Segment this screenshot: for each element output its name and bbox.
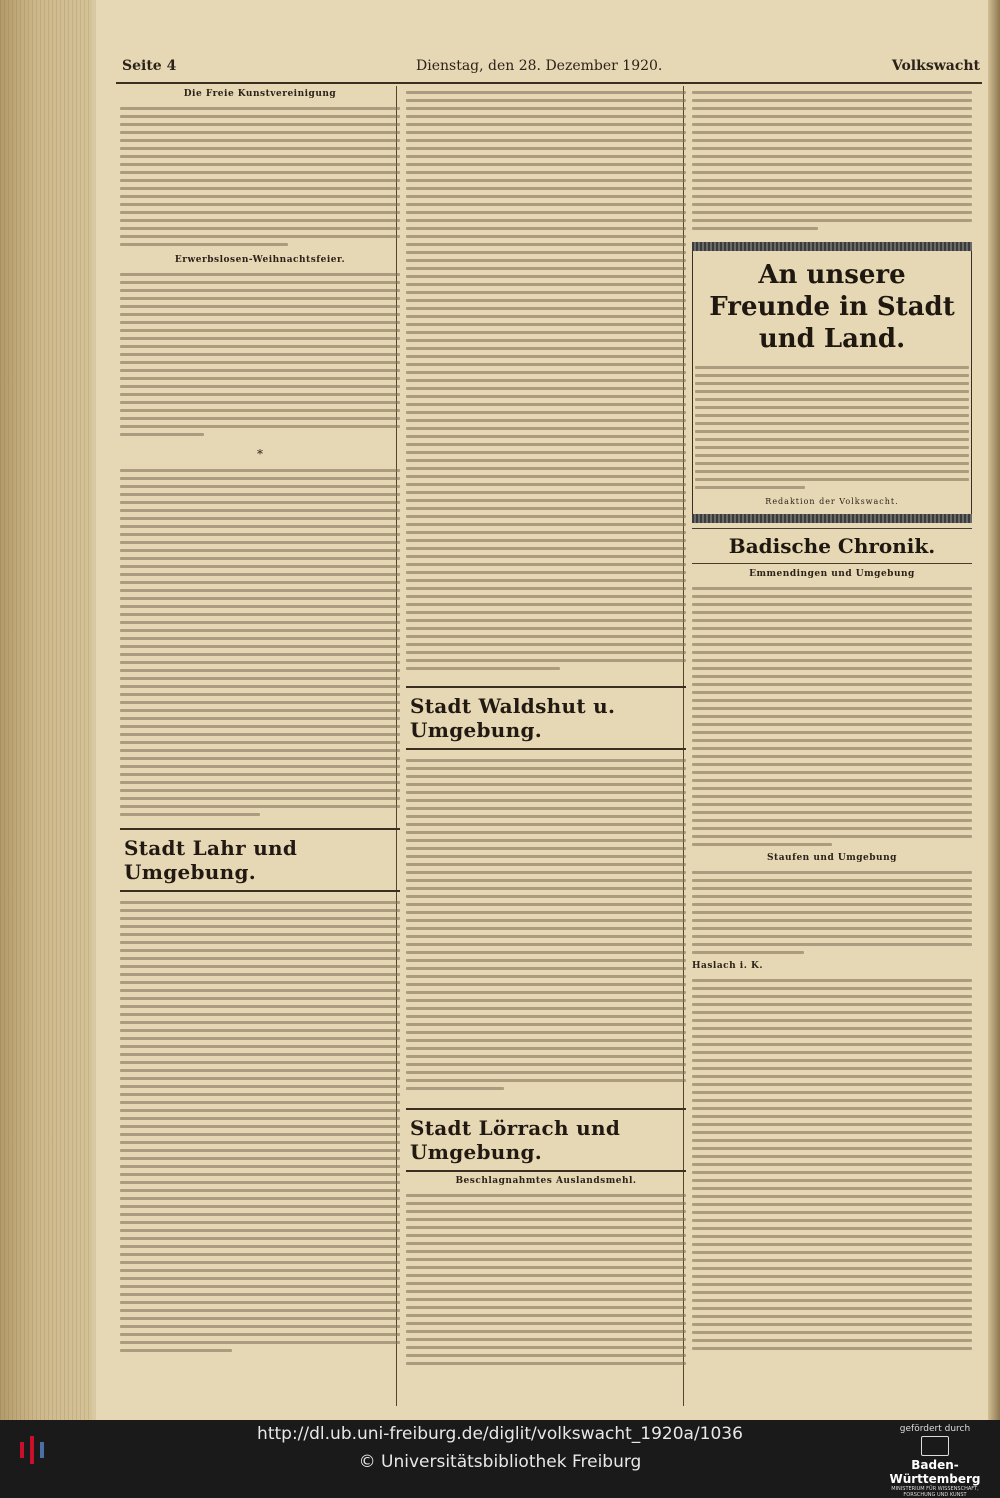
column-2 xyxy=(406,86,686,1374)
subheading-staufen: Staufen und Umgebung xyxy=(767,853,897,863)
section-title-chronik: Badische Chronik. xyxy=(728,534,936,558)
page-stack-edges xyxy=(0,0,92,1420)
section-title-loerrach: Stadt Lörrach und Umgebung. xyxy=(410,1116,621,1164)
section-title-erwerbslosen: Erwerbslosen-Weihnachtsfeier. xyxy=(174,255,346,265)
section-divider xyxy=(406,686,686,688)
appeal-top-bar xyxy=(692,242,972,251)
section-divider xyxy=(692,563,972,564)
article-text xyxy=(120,464,400,824)
funding-logo xyxy=(880,1424,990,1498)
article-text xyxy=(120,896,400,1366)
page-number: Seite 4 xyxy=(122,58,177,74)
subheading-emmendingen: Emmendingen und Umgebung xyxy=(749,569,915,579)
subheading-haslach: Haslach i. K. xyxy=(692,961,763,971)
section-divider xyxy=(406,748,686,750)
viewer-footer xyxy=(0,1420,1000,1498)
funding-label: gefördert durch xyxy=(899,1424,971,1434)
section-divider xyxy=(406,1108,686,1110)
article-text xyxy=(692,582,972,850)
state-crest-icon xyxy=(921,1436,949,1456)
section-title-lahr: Stadt Lahr und Umgebung. xyxy=(124,836,298,884)
section-separator-star: * xyxy=(257,447,263,461)
page-right-edge xyxy=(988,0,1000,1420)
article-text xyxy=(406,86,686,682)
column-3 xyxy=(692,86,972,1366)
appeal-text xyxy=(695,361,969,491)
issue-date: Dienstag, den 28. Dezember 1920. xyxy=(416,58,663,74)
article-text xyxy=(692,974,972,1366)
copyright-notice: © Universitätsbibliothek Freiburg xyxy=(358,1452,642,1472)
appeal-bottom-bar xyxy=(692,514,972,523)
section-title-waldshut: Stadt Waldshut u. Umgebung. xyxy=(410,694,616,742)
article-text xyxy=(692,866,972,958)
article-text xyxy=(406,754,686,1104)
section-title-kunstvereinigung: Die Freie Kunstvereinigung xyxy=(183,89,337,99)
page-header xyxy=(116,56,982,84)
article-text xyxy=(120,268,400,444)
funder-ministry: MINISTERIUM FÜR WISSENSCHAFT, FORSCHUNG UND KUNST xyxy=(891,1486,979,1498)
article-text xyxy=(120,102,400,252)
article-text xyxy=(692,86,972,242)
appeal-signature: Redaktion der Volkswacht. xyxy=(765,497,899,506)
appeal-title: An unsere Freunde in Stadt und Land. xyxy=(709,260,955,354)
funder-name: Baden-Württemberg xyxy=(889,1458,981,1486)
column-1 xyxy=(120,86,400,1366)
appeal-box xyxy=(692,251,972,514)
newspaper-sheet xyxy=(96,0,988,1420)
article-text xyxy=(406,1189,686,1374)
subheading-auslandsmehl: Beschlagnahmtes Auslandsmehl. xyxy=(455,1176,637,1186)
section-divider xyxy=(406,1170,686,1172)
section-divider xyxy=(692,528,972,529)
permalink-url[interactable]: http://dl.ub.uni-freiburg.de/diglit/volkswacht_1920a/1036 xyxy=(257,1424,743,1444)
section-divider xyxy=(120,828,400,830)
section-divider xyxy=(120,890,400,892)
masthead: Volkswacht xyxy=(891,58,980,74)
